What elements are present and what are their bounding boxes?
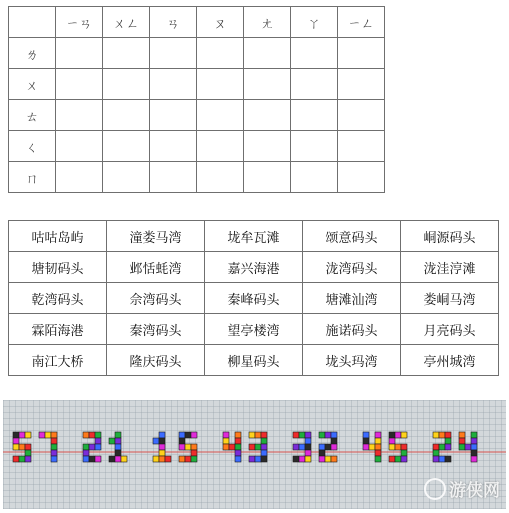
pixel-block	[95, 432, 101, 438]
pixel-block	[389, 444, 395, 450]
pixel-block	[375, 438, 381, 444]
pixel-number-strip	[3, 400, 506, 509]
pixel-block	[229, 444, 235, 450]
grid-cell[interactable]	[56, 69, 103, 100]
pixel-block	[109, 438, 115, 444]
grid-row-header: ㄊ	[9, 100, 56, 131]
pixel-block	[159, 450, 165, 456]
pixel-block	[319, 444, 325, 450]
pixel-block	[255, 444, 261, 450]
place-cell: 娄峒马湾	[401, 283, 499, 314]
grid-cell[interactable]	[150, 162, 197, 193]
pixel-number	[293, 432, 337, 462]
pixel-block	[319, 456, 325, 462]
pixel-block	[223, 432, 229, 438]
grid-cell[interactable]	[338, 69, 385, 100]
grid-cell[interactable]	[103, 38, 150, 69]
pixel-block	[319, 450, 325, 456]
grid-cell[interactable]	[244, 69, 291, 100]
pixel-block	[25, 456, 31, 462]
grid-cell[interactable]	[244, 38, 291, 69]
pixel-block	[13, 456, 19, 462]
grid-cell[interactable]	[197, 100, 244, 131]
grid-cell[interactable]	[291, 69, 338, 100]
pixel-block	[165, 456, 171, 462]
pixel-block	[45, 432, 51, 438]
pixel-block	[433, 432, 439, 438]
grid-cell[interactable]	[197, 131, 244, 162]
pixel-block	[121, 456, 127, 462]
grid-col-header: ㄢ	[150, 7, 197, 38]
place-cell: 乾湾码头	[9, 283, 107, 314]
pixel-block	[261, 432, 267, 438]
watermark-icon	[424, 478, 446, 500]
pixel-block	[299, 444, 305, 450]
pixel-block	[83, 444, 89, 450]
pixel-block	[159, 444, 165, 450]
pixel-block	[191, 450, 197, 456]
pixel-block	[471, 432, 477, 438]
pixel-block	[179, 438, 185, 444]
pixel-block	[185, 444, 191, 450]
pixel-block	[299, 456, 305, 462]
pixel-block	[445, 444, 451, 450]
pixel-block	[235, 438, 241, 444]
pixel-block	[153, 438, 159, 444]
pixel-block	[363, 444, 369, 450]
grid-cell[interactable]	[150, 100, 197, 131]
place-cell: 塘韧码头	[9, 252, 107, 283]
grid-row-header: ㄌ	[9, 38, 56, 69]
pixel-block	[261, 438, 267, 444]
pixel-block	[191, 456, 197, 462]
pixel-block	[459, 432, 465, 438]
place-cell: 垅牟瓦滩	[205, 221, 303, 252]
grid-corner-cell	[9, 7, 56, 38]
pixel-block	[179, 444, 185, 450]
place-cell: 塘滩汕湾	[303, 283, 401, 314]
pixel-block	[89, 456, 95, 462]
grid-cell[interactable]	[197, 38, 244, 69]
pixel-block	[439, 444, 445, 450]
pixel-block	[115, 444, 121, 450]
pixel-block	[95, 438, 101, 444]
pixel-block	[261, 450, 267, 456]
pixel-block	[249, 432, 255, 438]
zhuyin-grid	[8, 6, 385, 193]
place-cell: 颂意码头	[303, 221, 401, 252]
pixel-block	[331, 432, 337, 438]
pixel-block	[389, 456, 395, 462]
pixel-block	[235, 432, 241, 438]
grid-cell[interactable]	[338, 100, 385, 131]
pixel-number	[153, 432, 197, 462]
pixel-block	[83, 450, 89, 456]
grid-cell[interactable]	[244, 100, 291, 131]
grid-col-header: ㄧㄥ	[338, 7, 385, 38]
pixel-block	[51, 450, 57, 456]
grid-cell[interactable]	[338, 131, 385, 162]
pixel-block	[235, 444, 241, 450]
pixel-block	[89, 444, 95, 450]
grid-header-row	[9, 7, 385, 38]
grid-cell[interactable]	[291, 38, 338, 69]
pixel-block	[471, 450, 477, 456]
pixel-block	[363, 432, 369, 438]
pixel-block	[83, 456, 89, 462]
place-cell: 望亭楼湾	[205, 314, 303, 345]
pixel-block	[363, 438, 369, 444]
pixel-block	[261, 444, 267, 450]
grid-cell[interactable]	[291, 100, 338, 131]
pixel-block	[439, 432, 445, 438]
grid-row-header: ㄨ	[9, 69, 56, 100]
pixel-block	[153, 456, 159, 462]
place-cell: 南江大桥	[9, 345, 107, 376]
place-cell: 邺恬蚝湾	[107, 252, 205, 283]
place-cell: 施诺码头	[303, 314, 401, 345]
pixel-number	[13, 432, 57, 462]
pixel-block	[375, 432, 381, 438]
table-row	[9, 345, 499, 376]
pixel-block	[389, 432, 395, 438]
pixel-block	[235, 450, 241, 456]
pixel-block	[305, 444, 311, 450]
grid-cell[interactable]	[103, 131, 150, 162]
pixel-block	[179, 432, 185, 438]
grid-row-header: ㄑ	[9, 131, 56, 162]
pixel-block	[223, 438, 229, 444]
place-cell: 垅头玛湾	[303, 345, 401, 376]
pixel-block	[89, 432, 95, 438]
pixel-block	[299, 432, 305, 438]
place-cell: 峒源码头	[401, 221, 499, 252]
pixel-block	[95, 456, 101, 462]
place-cell: 秦峰码头	[205, 283, 303, 314]
pixel-block	[439, 456, 445, 462]
grid-cell[interactable]	[150, 131, 197, 162]
place-name-table	[8, 220, 499, 376]
pixel-block	[255, 456, 261, 462]
grid-row	[9, 100, 385, 131]
grid-col-header: ㄡ	[197, 7, 244, 38]
pixel-block	[223, 444, 229, 450]
pixel-block	[25, 450, 31, 456]
pixel-block	[13, 432, 19, 438]
pixel-block	[459, 444, 465, 450]
place-cell: 隆庆码头	[107, 345, 205, 376]
pixel-block	[293, 432, 299, 438]
grid-cell[interactable]	[150, 38, 197, 69]
pixel-block	[95, 444, 101, 450]
pixel-block	[471, 438, 477, 444]
pixel-block	[401, 456, 407, 462]
watermark-text: 游侠网	[449, 481, 500, 501]
grid-cell[interactable]	[56, 162, 103, 193]
grid-cell[interactable]	[338, 162, 385, 193]
pixel-block	[159, 432, 165, 438]
pixel-block	[255, 432, 261, 438]
grid-cell[interactable]	[150, 69, 197, 100]
place-cell: 月亮码头	[401, 314, 499, 345]
pixel-block	[83, 432, 89, 438]
pixel-block	[159, 438, 165, 444]
pixel-block	[115, 432, 121, 438]
pixel-block	[319, 432, 325, 438]
pixel-block	[19, 456, 25, 462]
grid-col-header: ㄚ	[291, 7, 338, 38]
grid-cell[interactable]	[197, 162, 244, 193]
pixel-block	[401, 444, 407, 450]
pixel-block	[115, 450, 121, 456]
place-cell: 霖陌海港	[9, 314, 107, 345]
grid-cell[interactable]	[244, 131, 291, 162]
pixel-block	[375, 444, 381, 450]
pixel-block	[39, 432, 45, 438]
pixel-block	[331, 444, 337, 450]
pixel-block	[19, 432, 25, 438]
pixel-block	[51, 456, 57, 462]
grid-col-header: ㄤ	[244, 7, 291, 38]
pixel-block	[191, 444, 197, 450]
pixel-block	[395, 444, 401, 450]
table-row	[9, 283, 499, 314]
pixel-block	[19, 444, 25, 450]
pixel-block	[369, 444, 375, 450]
pixel-block	[305, 456, 311, 462]
pixel-block	[389, 438, 395, 444]
pixel-block	[51, 438, 57, 444]
pixel-number	[433, 432, 477, 462]
pixel-block	[305, 450, 311, 456]
pixel-block	[261, 456, 267, 462]
pixel-number	[83, 432, 127, 462]
grid-cell[interactable]	[244, 162, 291, 193]
pixel-block	[459, 438, 465, 444]
pixel-block	[115, 456, 121, 462]
pixel-block	[445, 432, 451, 438]
pixel-block	[51, 432, 57, 438]
pixel-block	[25, 432, 31, 438]
pixel-block	[179, 456, 185, 462]
grid-cell[interactable]	[56, 131, 103, 162]
grid-cell[interactable]	[338, 38, 385, 69]
grid-cell[interactable]	[103, 69, 150, 100]
grid-cell[interactable]	[103, 100, 150, 131]
pixel-block	[305, 432, 311, 438]
pixel-block	[325, 456, 331, 462]
pixel-number	[363, 432, 407, 462]
pixel-block	[305, 438, 311, 444]
pixel-block	[13, 438, 19, 444]
place-cell: 泷湾码头	[303, 252, 401, 283]
grid-cell[interactable]	[197, 69, 244, 100]
grid-cell[interactable]	[103, 162, 150, 193]
pixel-block	[325, 444, 331, 450]
pixel-block	[433, 456, 439, 462]
pixel-block	[433, 450, 439, 456]
pixel-block	[293, 456, 299, 462]
table-row	[9, 221, 499, 252]
watermark-logo	[424, 476, 500, 501]
pixel-block	[465, 444, 471, 450]
grid-cell[interactable]	[291, 162, 338, 193]
pixel-block	[13, 444, 19, 450]
grid-row	[9, 162, 385, 193]
pixel-block	[51, 444, 57, 450]
pixel-block	[159, 456, 165, 462]
pixel-block	[325, 432, 331, 438]
pixel-block	[331, 438, 337, 444]
pixel-block	[433, 444, 439, 450]
pixel-block	[375, 450, 381, 456]
place-cell: 嘉兴海港	[205, 252, 303, 283]
pixel-block	[375, 456, 381, 462]
pixel-block	[395, 456, 401, 462]
grid-cell[interactable]	[291, 131, 338, 162]
pixel-block	[471, 456, 477, 462]
pixel-block	[471, 444, 477, 450]
pixel-block	[109, 456, 115, 462]
table-row	[9, 314, 499, 345]
grid-row	[9, 69, 385, 100]
grid-row	[9, 38, 385, 69]
pixel-block	[235, 456, 241, 462]
pixel-block	[395, 432, 401, 438]
pixel-block	[445, 438, 451, 444]
pixel-block	[293, 444, 299, 450]
pixel-block	[185, 456, 191, 462]
pixel-block	[249, 444, 255, 450]
grid-cell[interactable]	[56, 100, 103, 131]
grid-col-header: ㄧㄢ	[56, 7, 103, 38]
place-cell: 潼娄马湾	[107, 221, 205, 252]
pixel-block	[25, 444, 31, 450]
pixel-block	[445, 456, 451, 462]
place-cell: 泷洼涥滩	[401, 252, 499, 283]
table-row	[9, 252, 499, 283]
pixel-number	[223, 432, 267, 462]
place-cell: 柳星码头	[205, 345, 303, 376]
pixel-block	[401, 432, 407, 438]
pixel-block	[185, 432, 191, 438]
grid-row	[9, 131, 385, 162]
grid-col-header: ㄨㄥ	[103, 7, 150, 38]
grid-cell[interactable]	[56, 38, 103, 69]
place-cell: 咕咕岛屿	[9, 221, 107, 252]
pixel-block	[115, 438, 121, 444]
pixel-block	[401, 450, 407, 456]
place-cell: 佘湾码头	[107, 283, 205, 314]
pixel-block	[249, 456, 255, 462]
place-cell: 秦湾码头	[107, 314, 205, 345]
place-cell: 亭州城湾	[401, 345, 499, 376]
pixel-block	[331, 456, 337, 462]
pixel-block	[191, 432, 197, 438]
grid-row-header: ㄇ	[9, 162, 56, 193]
